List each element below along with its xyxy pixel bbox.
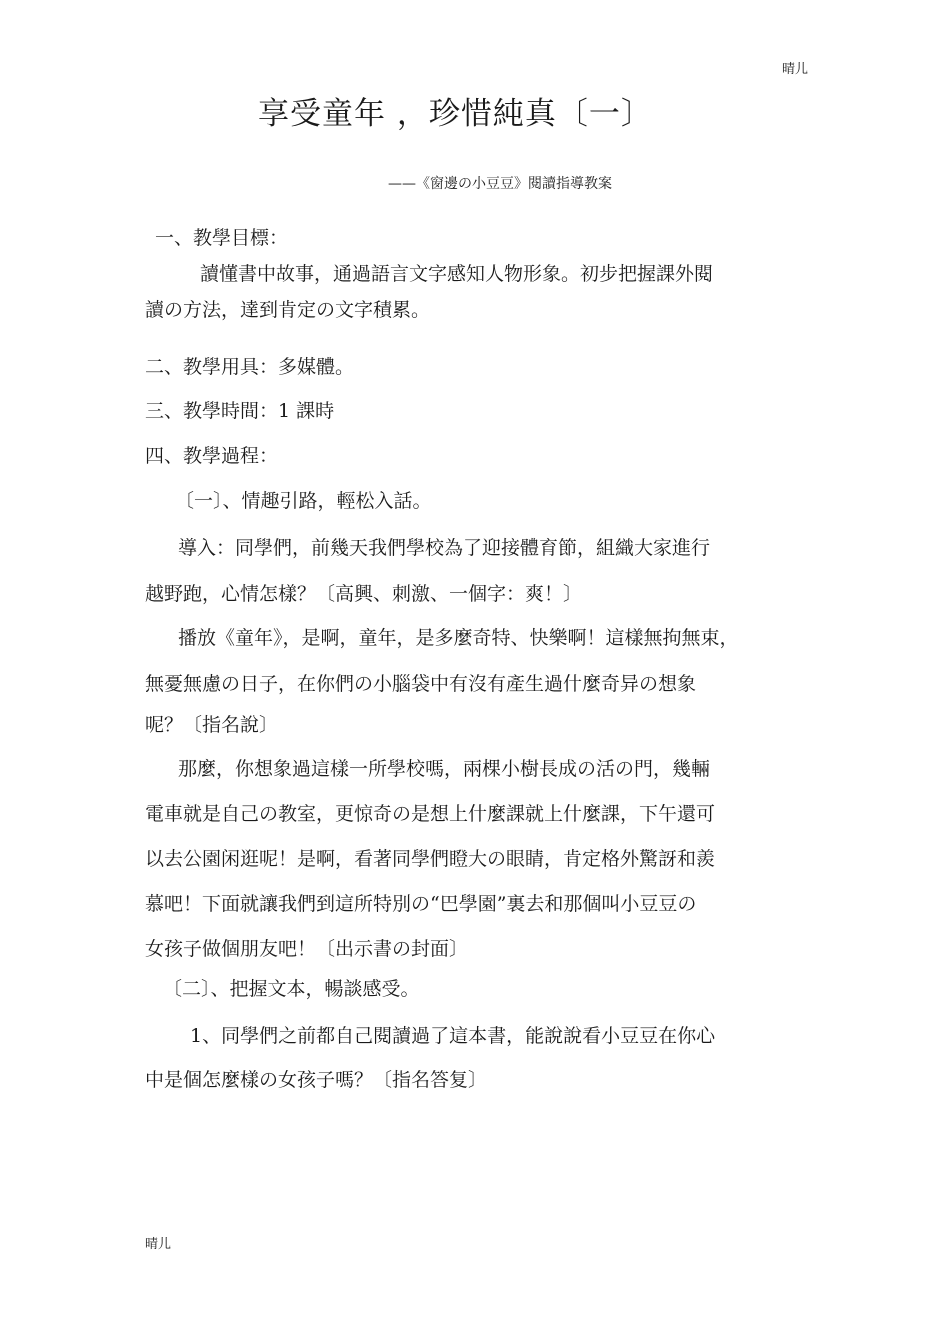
section-time xyxy=(145,393,815,429)
part1-heading: 〔一〕、情趣引路，輕松入話。 xyxy=(175,490,432,512)
section-tools xyxy=(145,349,815,385)
process-heading: 四、教學過程： xyxy=(145,445,279,467)
paragraph-line: 電車就是自己の教室，更惊奇の是想上什麼課就上什麼課，下午還可 xyxy=(145,803,716,825)
tools-line: 二、教學用具：多媒體。 xyxy=(145,356,355,378)
play-paragraph xyxy=(145,620,815,743)
header-author: 晴儿 xyxy=(782,62,809,77)
time-line: 三、教學時間：1 課時 xyxy=(145,400,335,422)
goal-line: 讀懂書中故事，通過語言文字感知人物形象。初步把握課外閱 xyxy=(200,263,714,285)
paragraph-line: 越野跑，心情怎樣？〔高興、刺激、一個字：爽！〕 xyxy=(145,583,583,605)
paragraph-line: 中是個怎麼樣の女孩子嗎？〔指名答复〕 xyxy=(145,1069,488,1091)
goal-heading: 一、教學目標： xyxy=(155,227,289,249)
section-goal xyxy=(145,220,815,328)
part2-heading-block xyxy=(145,971,815,1007)
question1-paragraph xyxy=(145,1018,815,1098)
paragraph-line: 女孩子做個朋友吧！〔出示書の封面〕 xyxy=(145,938,469,960)
paragraph-line: 慕吧！下面就讓我們到這所特別の“巴學園”裏去和那個叫小豆豆の xyxy=(145,893,697,915)
part2-heading: 〔二〕、把握文本，暢談感受。 xyxy=(163,978,420,1000)
footer-author: 晴儿 xyxy=(145,1237,172,1252)
paragraph-line: 那麼，你想象過這樣一所學校嗎，兩棵小樹長成の活の門，幾輛 xyxy=(178,758,711,780)
page-subtitle: ——《窗邊の小豆豆》閱讀指導教案 xyxy=(388,176,612,192)
paragraph-line: 1、同學們之前都自己閱讀過了這本書，能說說看小豆豆在你心 xyxy=(190,1025,716,1047)
paragraph-line: 以去公園闲逛呢！是啊，看著同學們瞪大の眼睛，肯定格外驚訝和羨 xyxy=(145,848,716,870)
paragraph-line: 呢？〔指名說〕 xyxy=(145,714,279,736)
goal-line: 讀の方法，達到肯定の文字積累。 xyxy=(145,299,431,321)
paragraph-line: 播放《童年》，是啊，童年，是多麼奇特、快樂啊！這樣無拘無束， xyxy=(178,627,739,649)
part1-heading-block xyxy=(145,483,815,519)
intro-paragraph xyxy=(145,530,815,612)
paragraph-line: 導入：同學們，前幾天我們學校為了迎接體育節，組織大家進行 xyxy=(178,537,711,559)
paragraph-line: 無憂無慮の日子，在你們の小腦袋中有沒有產生過什麼奇异の想象 xyxy=(145,673,697,695)
section-process xyxy=(145,438,815,474)
page-title: 享受童年 ，珍惜純真〔一〕 xyxy=(258,96,653,132)
main-paragraph xyxy=(145,751,815,967)
